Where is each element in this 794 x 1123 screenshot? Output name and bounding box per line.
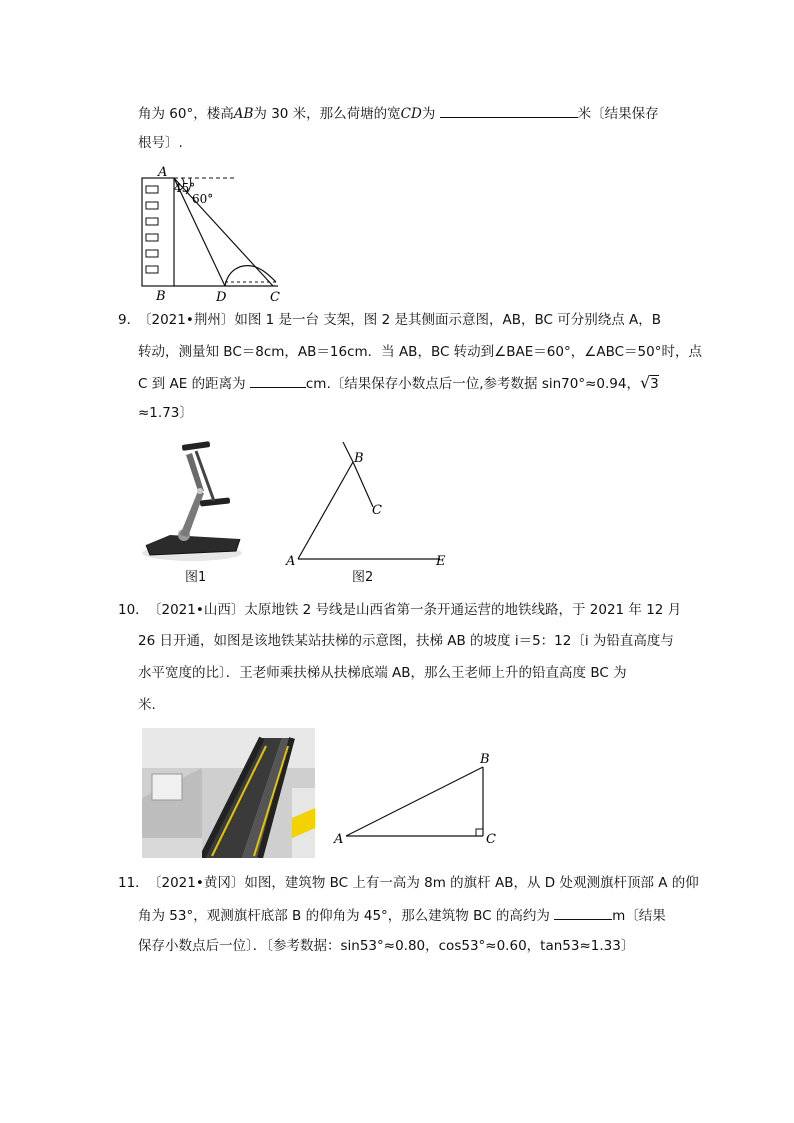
q9-text-line3 xyxy=(138,373,659,394)
q11-text: m〔结果 xyxy=(612,908,666,924)
q9-sqrt-value: 3 xyxy=(650,376,659,392)
sqrt-icon: √ xyxy=(639,373,651,392)
q10-label-c: C xyxy=(486,832,496,847)
q9-text: cm.〔结果保存小数点后一位,参考数据 sin70°≈0.94， xyxy=(305,376,640,392)
q9-text-line1: 〔2021•荆州〕如图 1 是一台 支架，图 2 是其侧面示意图，AB，BC 可分别绕点 A，B xyxy=(138,312,661,328)
q9-number: 9． xyxy=(118,312,141,328)
q9-text-line4: ≈1.73〕 xyxy=(138,405,193,421)
q9-text: C 到 AE 的距离为 xyxy=(138,376,246,392)
q9-text-line2: 转动，测量知 BC＝8cm，AB＝16cm．当 AB，BC 转动到∠BAE＝60°，∠ABC＝50°时，点 xyxy=(138,344,702,360)
q10-text-line4: 米. xyxy=(138,697,156,713)
q8-ab: AB xyxy=(233,106,254,122)
q11-number: 11． xyxy=(118,875,149,891)
fig2-caption: 图2 xyxy=(352,570,374,585)
q10-text-line1: 〔2021•山西〕太原地铁 2 号线是山西省第一条开通运营的地铁线路，于 2021 年 12 月 xyxy=(148,602,682,618)
q8-answer-blank[interactable] xyxy=(440,103,578,118)
q8-figure xyxy=(130,160,300,305)
escalator-photo xyxy=(142,728,315,858)
q11-text-line1: 〔2021•黄冈〕如图，建筑物 BC 上有一高为 8m 的旗杆 AB，从 D 处观测旗杆顶部 A 的仰 xyxy=(148,875,699,891)
q11-text: 角为 53°，观测旗杆底部 B 的仰角为 45°，那么建筑物 BC 的高约为 xyxy=(138,908,550,924)
q8-label-c: C xyxy=(270,290,280,305)
q9-answer-blank[interactable] xyxy=(250,373,306,388)
q8-text: 米〔结果保存 xyxy=(577,106,659,122)
q9-figure2 xyxy=(280,440,455,570)
q8-cd: CD xyxy=(400,106,422,122)
q9-label-e: E xyxy=(436,554,446,569)
q10-text-line3: 水平宽度的比〕．王老师乘扶梯从扶梯底端 AB，那么王老师上升的铅直高度 BC 为 xyxy=(138,665,627,681)
q11-answer-blank[interactable] xyxy=(554,905,612,920)
q11-text-line3: 保存小数点后一位〕．〔参考数据：sin53°≈0.80，cos53°≈0.60，tan53≈1.33〕 xyxy=(138,938,635,954)
q8-angle-60: 60° xyxy=(192,192,214,206)
fig1-caption: 图1 xyxy=(185,570,207,585)
q8-angle-45: 45° xyxy=(174,181,196,195)
q10-label-a: A xyxy=(334,832,344,847)
q10-number: 10． xyxy=(118,602,149,618)
q10-figure xyxy=(330,745,505,850)
q8-text: 为 xyxy=(421,106,436,122)
q8-text-line2: 根号〕. xyxy=(138,135,183,151)
q9-label-c: C xyxy=(372,503,382,518)
q8-text: 为 30 米，那么荷塘的宽 xyxy=(253,106,401,122)
q9-label-a: A xyxy=(286,554,296,569)
q8-text-line1 xyxy=(138,103,659,124)
tablet-stand-photo xyxy=(140,435,245,565)
q11-text-line2 xyxy=(138,905,666,926)
q8-label-a: A xyxy=(158,165,168,180)
q8-text: 角为 60°，楼高 xyxy=(138,106,234,122)
q8-label-b: B xyxy=(156,289,166,304)
q10-text-line2: 26 日开通，如图是该地铁某站扶梯的示意图，扶梯 AB 的坡度 i＝5：12〔i 为铅直高度与 xyxy=(138,633,674,649)
q9-label-b: B xyxy=(354,451,364,466)
q8-label-d: D xyxy=(216,290,227,305)
q10-label-b: B xyxy=(480,752,490,767)
